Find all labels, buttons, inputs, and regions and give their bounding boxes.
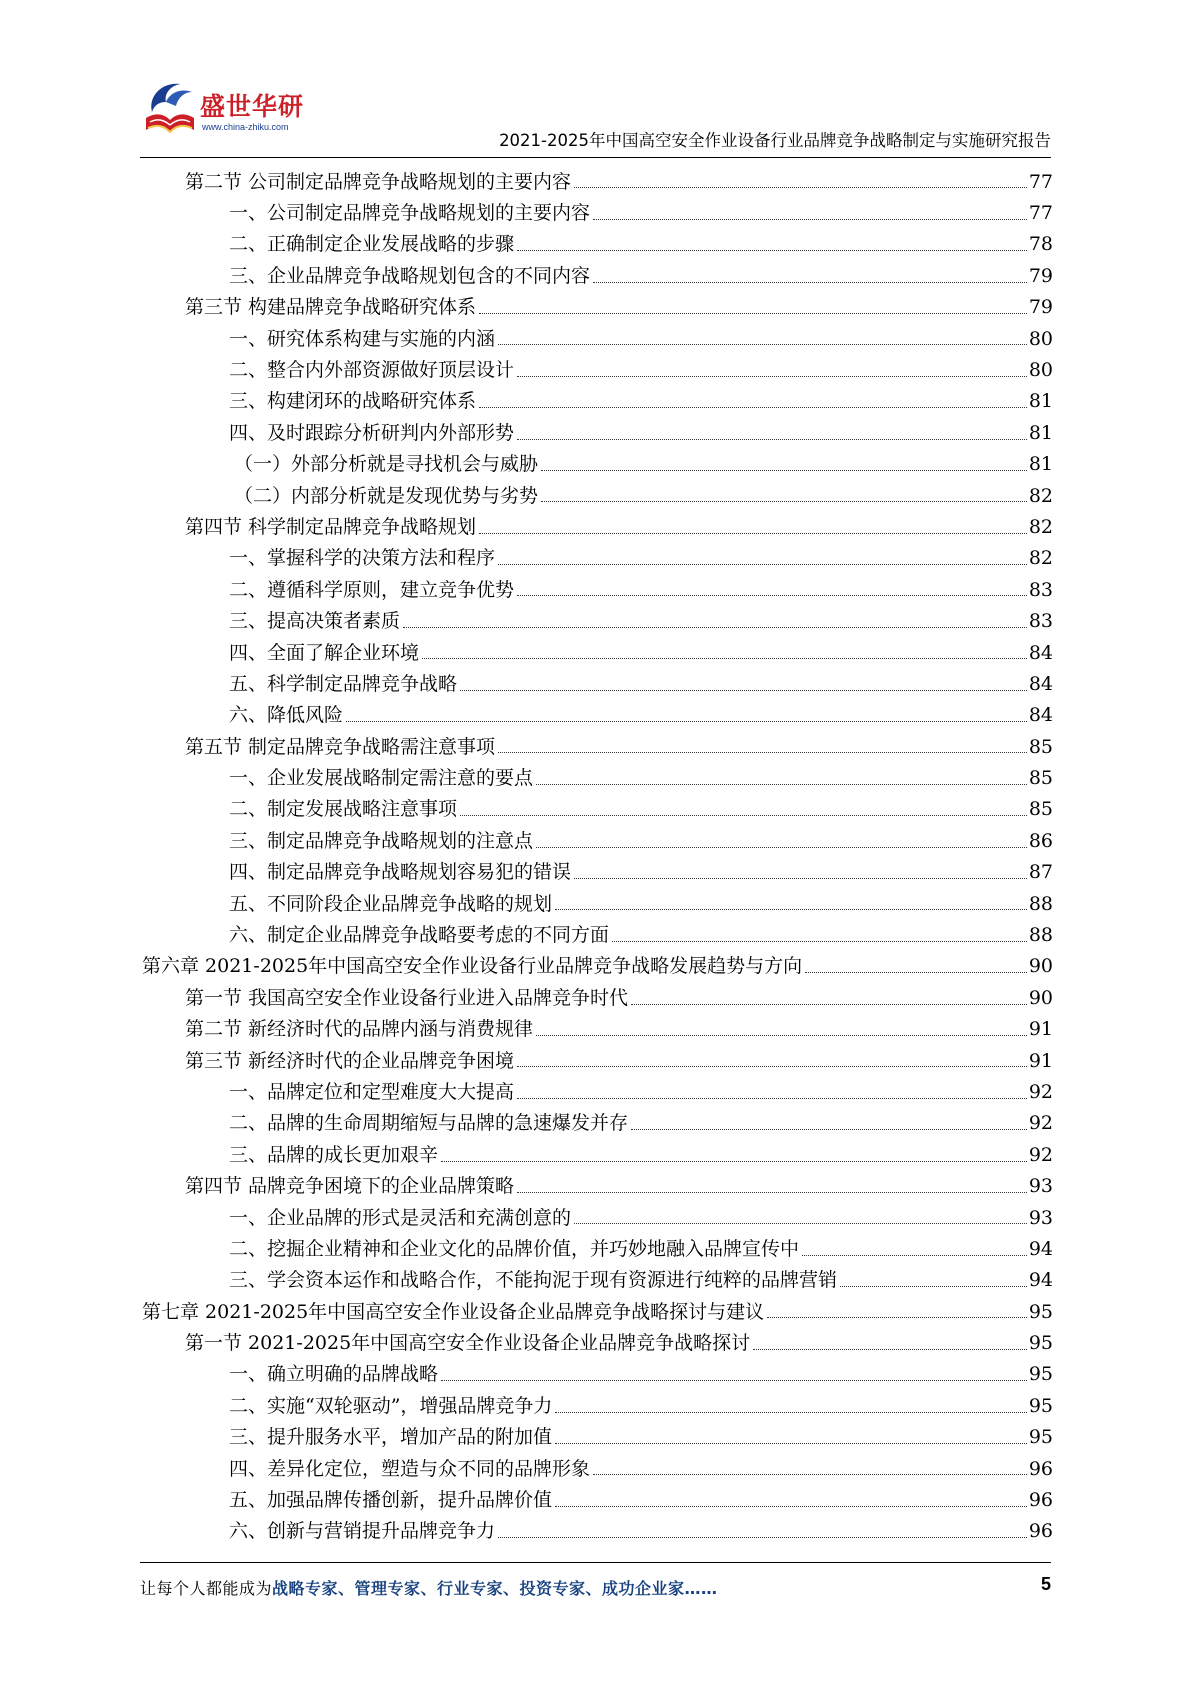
toc-entry[interactable] (142, 320, 1053, 351)
toc-entry-page: 91 (1028, 1018, 1053, 1041)
toc-entry[interactable] (142, 1262, 1053, 1293)
toc-entry[interactable] (142, 759, 1053, 790)
toc-entry[interactable] (142, 948, 1053, 979)
toc-entry-page: 95 (1028, 1426, 1053, 1449)
toc-entry[interactable] (142, 1481, 1053, 1512)
toc-entry-page: 93 (1028, 1206, 1053, 1229)
toc-entry-title: 第七章 2021-2025年中国高空安全作业设备企业品牌竞争战略探讨与建议 (142, 1300, 765, 1323)
toc-entry-page: 95 (1028, 1332, 1053, 1355)
toc-entry[interactable] (142, 1356, 1053, 1387)
toc-entry-page: 81 (1028, 421, 1053, 444)
table-of-contents (142, 163, 1053, 1544)
toc-entry-page: 91 (1028, 1049, 1053, 1072)
toc-entry-title: 五、加强品牌传播创新，提升品牌价值 (229, 1489, 553, 1512)
toc-dot-leader (517, 1192, 1027, 1193)
toc-dot-leader (536, 784, 1027, 785)
toc-entry[interactable] (142, 540, 1053, 571)
toc-dot-leader (802, 1255, 1027, 1256)
toc-entry[interactable] (142, 822, 1053, 853)
toc-dot-leader (517, 439, 1027, 440)
page-number: 5 (1040, 1574, 1051, 1594)
toc-entry-title: 第二节 新经济时代的品牌内涵与消费规律 (185, 1018, 534, 1041)
toc-entry-page: 83 (1028, 578, 1053, 601)
toc-entry-title: 三、提升服务水平，增加产品的附加值 (229, 1426, 553, 1449)
toc-entry-page: 80 (1028, 327, 1053, 350)
toc-entry-title: 五、不同阶段企业品牌竞争战略的规划 (229, 892, 553, 915)
toc-entry-page: 82 (1028, 515, 1053, 538)
toc-entry[interactable] (142, 697, 1053, 728)
toc-entry[interactable] (142, 634, 1053, 665)
toc-entry[interactable] (142, 446, 1053, 477)
toc-dot-leader (574, 187, 1027, 188)
toc-entry[interactable] (142, 1293, 1053, 1324)
toc-entry[interactable] (142, 508, 1053, 539)
footer-slogan (140, 1576, 718, 1599)
toc-entry-page: 93 (1028, 1175, 1053, 1198)
toc-entry-page: 95 (1028, 1394, 1053, 1417)
toc-entry-title: 三、学会资本运作和战略合作，不能拘泥于现有资源进行纯粹的品牌营销 (229, 1269, 838, 1292)
toc-entry-title: 六、降低风险 (229, 704, 344, 727)
toc-entry-title: 三、提高决策者素质 (229, 610, 401, 633)
toc-entry[interactable] (142, 1011, 1053, 1042)
toc-entry-title: 一、确立明确的品牌战略 (229, 1363, 439, 1386)
footer-divider (140, 1562, 1051, 1563)
toc-entry-page: 95 (1028, 1363, 1053, 1386)
toc-entry-title: 六、创新与营销提升品牌竞争力 (229, 1520, 496, 1543)
toc-entry-title: 二、整合内外部资源做好顶层设计 (229, 358, 515, 381)
toc-entry-title: （二）内部分析就是发现优势与劣势 (234, 484, 539, 507)
toc-entry-page: 83 (1028, 610, 1053, 633)
toc-entry[interactable] (142, 383, 1053, 414)
toc-entry-title: 第四节 科学制定品牌竞争战略规划 (185, 515, 477, 538)
toc-dot-leader (555, 1506, 1027, 1507)
toc-entry-title: 一、掌握科学的决策方法和程序 (229, 547, 496, 570)
toc-entry[interactable] (142, 602, 1053, 633)
toc-entry[interactable] (142, 477, 1053, 508)
toc-entry[interactable] (142, 728, 1053, 759)
toc-entry-page: 92 (1028, 1143, 1053, 1166)
toc-entry-title: 四、差异化定位，塑造与众不同的品牌形象 (229, 1457, 591, 1480)
toc-entry-title: 一、企业发展战略制定需注意的要点 (229, 767, 534, 790)
toc-dot-leader (517, 250, 1027, 251)
toc-entry[interactable] (142, 194, 1053, 225)
toc-dot-leader (422, 658, 1027, 659)
toc-dot-leader (460, 690, 1027, 691)
toc-entry[interactable] (142, 289, 1053, 320)
toc-entry[interactable] (142, 1324, 1053, 1355)
toc-entry-page: 92 (1028, 1112, 1053, 1135)
toc-dot-leader (631, 1129, 1027, 1130)
toc-entry-title: 三、企业品牌竞争战略规划包含的不同内容 (229, 264, 591, 287)
slogan-highlight: 战略专家、管理专家、行业专家、投资专家、成功企业家…… (272, 1579, 718, 1598)
toc-dot-leader (612, 941, 1027, 942)
slogan-prefix: 让每个人都能成为 (140, 1579, 273, 1598)
toc-dot-leader (460, 815, 1027, 816)
toc-entry-page: 82 (1028, 547, 1053, 570)
toc-entry-page: 94 (1028, 1269, 1053, 1292)
toc-dot-leader (541, 470, 1027, 471)
toc-entry-page: 86 (1028, 829, 1053, 852)
toc-entry-title: 第五节 制定品牌竞争战略需注意事项 (185, 735, 496, 758)
toc-entry[interactable] (142, 791, 1053, 822)
toc-entry-page: 84 (1028, 641, 1053, 664)
toc-entry-page: 78 (1028, 233, 1053, 256)
toc-entry[interactable] (142, 257, 1053, 288)
toc-dot-leader (767, 1317, 1027, 1318)
toc-dot-leader (593, 1474, 1027, 1475)
toc-entry-page: 92 (1028, 1080, 1053, 1103)
toc-entry-title: 一、公司制定品牌竞争战略规划的主要内容 (229, 202, 591, 225)
toc-entry-page: 81 (1028, 390, 1053, 413)
toc-dot-leader (498, 1537, 1027, 1538)
toc-entry-title: 六、制定企业品牌竞争战略要考虑的不同方面 (229, 924, 610, 947)
toc-entry[interactable] (142, 163, 1053, 194)
toc-entry-title: 二、品牌的生命周期缩短与品牌的急速爆发并存 (229, 1112, 629, 1135)
toc-entry-page: 88 (1028, 892, 1053, 915)
toc-dot-leader (498, 752, 1027, 753)
toc-entry-page: 90 (1028, 955, 1053, 978)
toc-dot-leader (479, 533, 1027, 534)
toc-entry-title: 二、遵循科学原则，建立竞争优势 (229, 578, 515, 601)
toc-dot-leader (517, 376, 1027, 377)
toc-dot-leader (403, 627, 1027, 628)
toc-entry-title: 第三节 构建品牌竞争战略研究体系 (185, 296, 477, 319)
toc-dot-leader (479, 407, 1027, 408)
toc-entry-title: 三、制定品牌竞争战略规划的注意点 (229, 829, 534, 852)
toc-dot-leader (541, 501, 1027, 502)
toc-entry-title: 二、制定发展战略注意事项 (229, 798, 458, 821)
toc-entry-page: 77 (1028, 202, 1053, 225)
toc-entry[interactable] (142, 1199, 1053, 1230)
toc-entry[interactable] (142, 979, 1053, 1010)
toc-entry[interactable] (142, 1387, 1053, 1418)
toc-entry[interactable] (142, 916, 1053, 947)
toc-entry-title: 第二节 公司制定品牌竞争战略规划的主要内容 (185, 170, 572, 193)
toc-entry-title: 二、正确制定企业发展战略的步骤 (229, 233, 515, 256)
toc-entry-page: 84 (1028, 672, 1053, 695)
toc-entry[interactable] (142, 1419, 1053, 1450)
toc-entry[interactable] (142, 414, 1053, 445)
toc-entry-title: 一、企业品牌的形式是灵活和充满创意的 (229, 1206, 572, 1229)
toc-entry[interactable] (142, 1230, 1053, 1261)
toc-entry-page: 77 (1028, 170, 1053, 193)
logo-name: 盛世华研 (200, 92, 305, 121)
logo-url: www.china-zhiku.com (202, 122, 289, 132)
toc-entry-page: 79 (1028, 264, 1053, 287)
toc-dot-leader (517, 1098, 1027, 1099)
toc-entry-page: 81 (1028, 453, 1053, 476)
toc-entry-title: 一、研究体系构建与实施的内涵 (229, 327, 496, 350)
toc-entry-title: 一、品牌定位和定型难度大大提高 (229, 1080, 515, 1103)
toc-entry-title: 五、科学制定品牌竞争战略 (229, 672, 458, 695)
toc-dot-leader (555, 1443, 1027, 1444)
toc-entry-title: （一）外部分析就是寻找机会与威胁 (234, 453, 539, 476)
toc-entry[interactable] (142, 1450, 1053, 1481)
toc-entry[interactable] (142, 1105, 1053, 1136)
toc-entry[interactable] (142, 571, 1053, 602)
toc-entry-title: 第一节 我国高空安全作业设备行业进入品牌竞争时代 (185, 986, 629, 1009)
toc-entry-page: 80 (1028, 358, 1053, 381)
toc-dot-leader (517, 1066, 1027, 1067)
toc-entry[interactable] (142, 854, 1053, 885)
toc-entry-page: 94 (1028, 1237, 1053, 1260)
toc-entry-page: 88 (1028, 924, 1053, 947)
toc-entry[interactable] (142, 1168, 1053, 1199)
company-logo (140, 78, 340, 148)
toc-entry-page: 84 (1028, 704, 1053, 727)
toc-dot-leader (517, 595, 1027, 596)
toc-dot-leader (593, 219, 1027, 220)
toc-dot-leader (574, 878, 1027, 879)
toc-entry-page: 82 (1028, 484, 1053, 507)
header-divider (140, 157, 1051, 158)
toc-entry-page: 85 (1028, 798, 1053, 821)
toc-entry-title: 二、实施“双轮驱动”，增强品牌竞争力 (229, 1394, 553, 1417)
document-title: 2021-2025年中国高空安全作业设备行业品牌竞争战略制定与实施研究报告 (499, 131, 1051, 150)
toc-entry-title: 三、品牌的成长更加艰辛 (229, 1143, 439, 1166)
toc-entry-page: 96 (1028, 1520, 1053, 1543)
toc-entry[interactable] (142, 885, 1053, 916)
toc-dot-leader (479, 313, 1027, 314)
toc-entry[interactable] (142, 226, 1053, 257)
toc-dot-leader (536, 1035, 1027, 1036)
toc-entry-title: 三、构建闭环的战略研究体系 (229, 390, 477, 413)
logo-book-icon (140, 78, 200, 144)
toc-dot-leader (441, 1161, 1027, 1162)
toc-entry-page: 96 (1028, 1489, 1053, 1512)
toc-dot-leader (555, 1412, 1026, 1413)
toc-entry-title: 四、制定品牌竞争战略规划容易犯的错误 (229, 861, 572, 884)
toc-entry-title: 第一节 2021-2025年中国高空安全作业设备企业品牌竞争战略探讨 (185, 1332, 751, 1355)
toc-dot-leader (593, 282, 1027, 283)
toc-dot-leader (840, 1286, 1027, 1287)
toc-entry-title: 四、全面了解企业环境 (229, 641, 420, 664)
toc-entry[interactable] (142, 1136, 1053, 1167)
toc-entry[interactable] (142, 1073, 1053, 1104)
toc-entry-title: 二、挖掘企业精神和企业文化的品牌价值，并巧妙地融入品牌宣传中 (229, 1237, 800, 1260)
toc-entry[interactable] (142, 1513, 1053, 1544)
toc-dot-leader (805, 972, 1027, 973)
toc-entry-title: 第四节 品牌竞争困境下的企业品牌策略 (185, 1175, 515, 1198)
toc-entry-page: 85 (1028, 735, 1053, 758)
toc-entry-page: 96 (1028, 1457, 1053, 1480)
toc-entry-page: 85 (1028, 767, 1053, 790)
toc-dot-leader (498, 564, 1027, 565)
toc-entry-page: 87 (1028, 861, 1053, 884)
toc-entry-page: 79 (1028, 296, 1053, 319)
toc-entry-page: 95 (1028, 1300, 1053, 1323)
toc-entry-title: 四、及时跟踪分析研判内外部形势 (229, 421, 515, 444)
toc-entry-title: 第六章 2021-2025年中国高空安全作业设备行业品牌竞争战略发展趋势与方向 (142, 955, 803, 978)
toc-entry[interactable] (142, 351, 1053, 382)
toc-dot-leader (441, 1380, 1027, 1381)
toc-dot-leader (631, 1004, 1027, 1005)
toc-entry-title: 第三节 新经济时代的企业品牌竞争困境 (185, 1049, 515, 1072)
toc-dot-leader (346, 721, 1027, 722)
toc-dot-leader (753, 1349, 1027, 1350)
toc-dot-leader (498, 344, 1027, 345)
toc-entry[interactable] (142, 665, 1053, 696)
toc-entry-page: 90 (1028, 986, 1053, 1009)
toc-dot-leader (574, 1223, 1027, 1224)
toc-entry[interactable] (142, 1042, 1053, 1073)
toc-dot-leader (536, 847, 1027, 848)
toc-dot-leader (555, 909, 1027, 910)
